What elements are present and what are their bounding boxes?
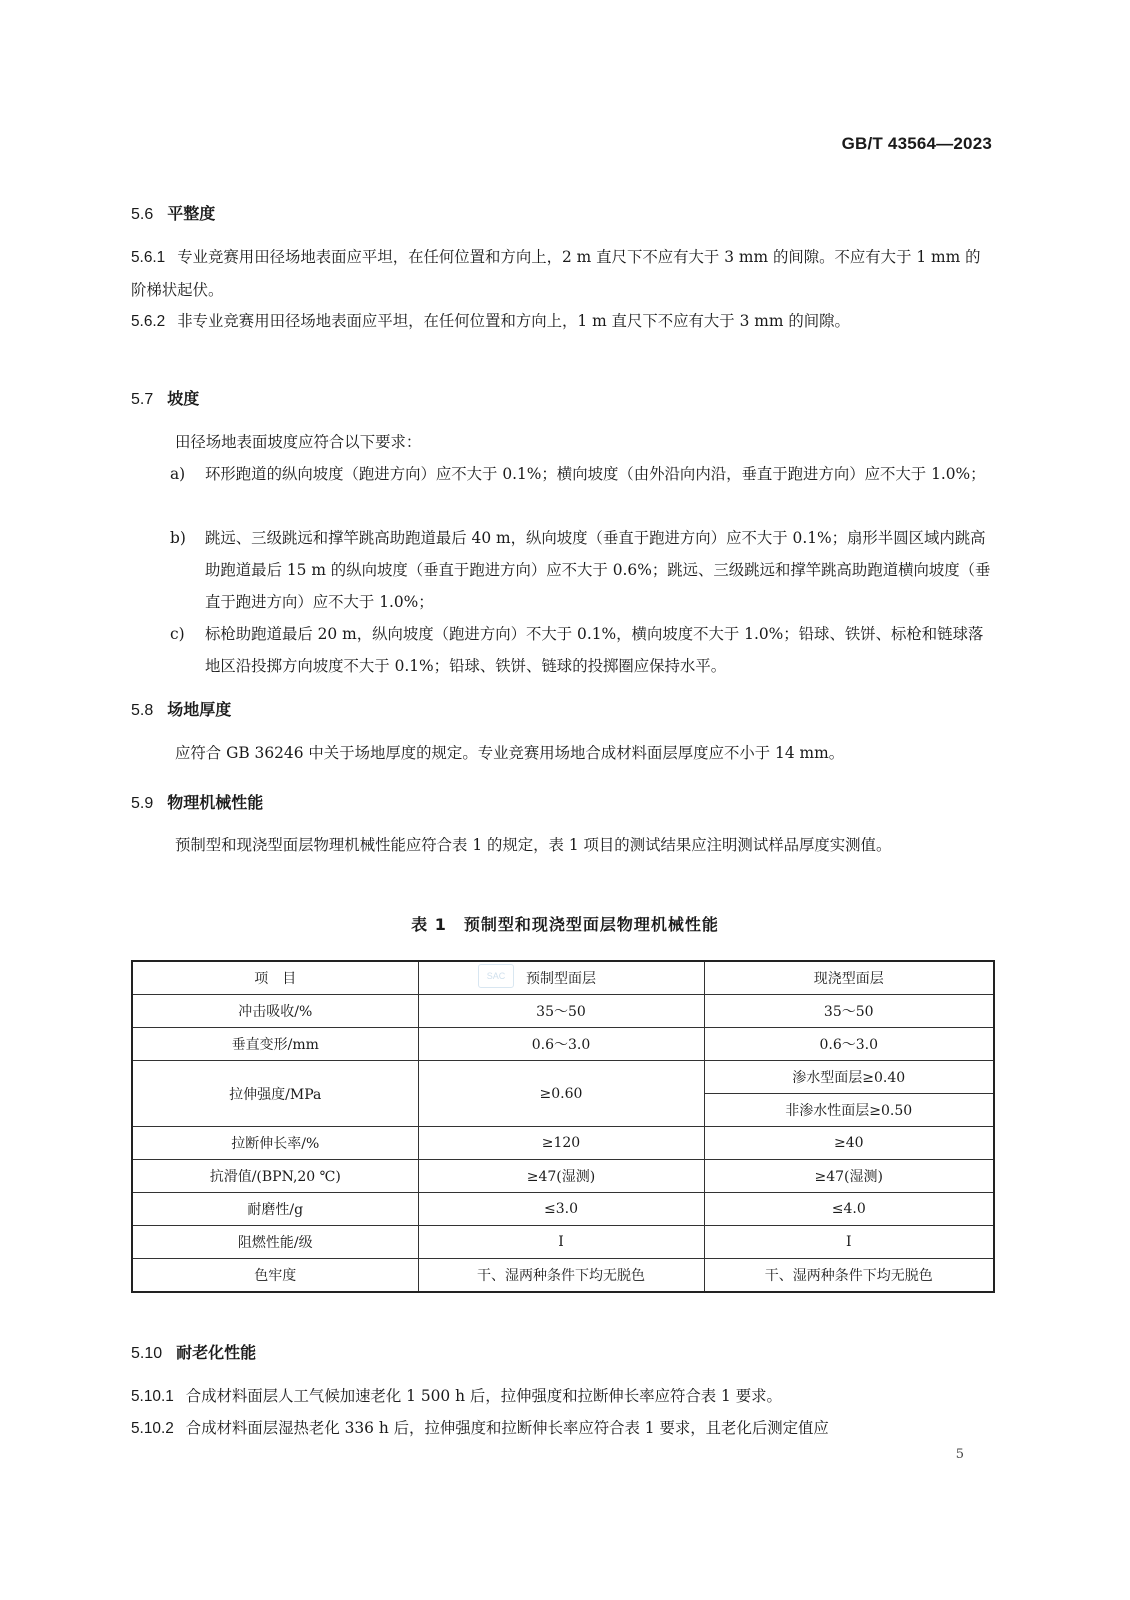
section-heading-5-10 — [131, 1340, 256, 1363]
clause-number: 5.6.2 — [131, 313, 166, 330]
section-title: 坡度 — [167, 389, 200, 408]
clause-5-6-2 — [131, 305, 993, 338]
section-heading-5-7 — [131, 386, 199, 409]
table-row — [132, 1127, 994, 1160]
mechanical-paragraph: 预制型和现浇型面层物理机械性能应符合表 1 的规定，表 1 项目的测试结果应注明测试样品厚度实测值。 — [175, 836, 892, 854]
cell-cast: ≥40 — [704, 1127, 994, 1160]
table-row — [132, 1226, 994, 1259]
list-item-text: 跳远、三级跳远和撑竿跳高助跑道最后 40 m，纵向坡度（垂直于跑进方向）应不大于 0.1%；扇形半圆区域内跳高助跑道最后 15 m 的纵向坡度（垂直于跑进方向）应不大于 0.6%；跳远、三级跳远和撑竿跳高助跑道横向坡度（垂直于跑进方向）应不大于 1.0%； — [205, 529, 991, 611]
header-prefab: 预制型面层 — [418, 961, 704, 995]
section-title: 物理机械性能 — [167, 793, 264, 812]
cell-item: 拉伸强度/MPa — [132, 1061, 418, 1127]
list-item-c — [170, 618, 993, 682]
properties-table — [131, 960, 995, 1293]
section-heading-5-9 — [131, 790, 263, 813]
cell-prefab: 干、湿两种条件下均无脱色 — [418, 1259, 704, 1293]
clause-text: 合成材料面层人工气候加速老化 1 500 h 后，拉伸强度和拉断伸长率应符合表 1 要求。 — [185, 1387, 782, 1405]
slope-intro: 田径场地表面坡度应符合以下要求： — [175, 433, 422, 451]
page-number: 5 — [955, 1447, 964, 1462]
table-row — [132, 1160, 994, 1193]
section-title: 场地厚度 — [167, 700, 232, 719]
table-row — [132, 1028, 994, 1061]
standard-id: GB/T 43564—2023 — [841, 134, 992, 153]
clause-number: 5.10.2 — [131, 1420, 174, 1437]
section-heading-5-8 — [131, 697, 231, 720]
cell-item: 冲击吸收/% — [132, 995, 418, 1028]
header-item: 项 目 — [132, 961, 418, 995]
section-title: 平整度 — [167, 204, 216, 223]
section-title: 耐老化性能 — [176, 1343, 257, 1362]
clause-5-10-1 — [131, 1380, 993, 1413]
list-item-text: 环形跑道的纵向坡度（跑进方向）应不大于 0.1%；横向坡度（由外沿向内沿，垂直于跑进方向）应不大于 1.0%； — [205, 465, 986, 483]
list-item-text: 标枪助跑道最后 20 m，纵向坡度（跑进方向）不大于 0.1%，横向坡度不大于 1.0%；铅球、铁饼、标枪和链球落地区沿投掷方向坡度不大于 0.1%；铅球、铁饼、链球的投掷圈应保持水平。 — [205, 625, 984, 675]
list-item-letter: a) — [170, 465, 186, 483]
sac-watermark: SAC — [478, 964, 514, 988]
cell-prefab: ≤3.0 — [418, 1193, 704, 1226]
table-row — [132, 995, 994, 1028]
cell-cast: 35～50 — [704, 995, 994, 1028]
section-number: 5.8 — [131, 702, 154, 719]
table-caption: 表 1 预制型和现浇型面层物理机械性能 — [411, 915, 719, 934]
cell-prefab: ≥0.60 — [418, 1061, 704, 1127]
cell-cast: 0.6～3.0 — [704, 1028, 994, 1061]
header-cast: 现浇型面层 — [704, 961, 994, 995]
section-number: 5.10 — [131, 1345, 163, 1362]
cell-cast: Ⅰ — [704, 1226, 994, 1259]
cell-cast: ≥47(湿测) — [704, 1160, 994, 1193]
cell-item: 阻燃性能/级 — [132, 1226, 418, 1259]
cell-item: 色牢度 — [132, 1259, 418, 1293]
cell-cast: 干、湿两种条件下均无脱色 — [704, 1259, 994, 1293]
cell-item: 拉断伸长率/% — [132, 1127, 418, 1160]
clause-5-10-2 — [131, 1412, 993, 1445]
section-number: 5.9 — [131, 795, 154, 812]
cell-prefab: 35～50 — [418, 995, 704, 1028]
clause-text: 专业竞赛用田径场地表面应平坦，在任何位置和方向上，2 m 直尺下不应有大于 3 mm 的间隙。不应有大于 1 mm 的阶梯状起伏。 — [131, 248, 981, 299]
table-row — [132, 1061, 994, 1094]
list-item-letter: b) — [170, 529, 186, 547]
cell-prefab: ≥120 — [418, 1127, 704, 1160]
cell-item: 耐磨性/g — [132, 1193, 418, 1226]
clause-5-6-1 — [131, 241, 993, 306]
list-item-letter: c) — [170, 625, 185, 643]
cell-prefab: ≥47(湿测) — [418, 1160, 704, 1193]
thickness-paragraph: 应符合 GB 36246 中关于场地厚度的规定。专业竞赛用场地合成材料面层厚度应不小于 14 mm。 — [175, 744, 845, 762]
table-header-row — [132, 961, 994, 995]
clause-text: 合成材料面层湿热老化 336 h 后，拉伸强度和拉断伸长率应符合表 1 要求，且老化后测定值应 — [185, 1419, 829, 1437]
cell-prefab: Ⅰ — [418, 1226, 704, 1259]
cell-prefab: 0.6～3.0 — [418, 1028, 704, 1061]
cell-cast: ≤4.0 — [704, 1193, 994, 1226]
table-row — [132, 1259, 994, 1293]
section-number: 5.7 — [131, 391, 154, 408]
clause-text: 非专业竞赛用田径场地表面应平坦，在任何位置和方向上，1 m 直尺下不应有大于 3 mm 的间隙。 — [177, 312, 850, 330]
cell-cast: 渗水型面层≥0.40 — [704, 1061, 994, 1094]
table-row — [132, 1193, 994, 1226]
section-number: 5.6 — [131, 206, 154, 223]
cell-cast: 非渗水性面层≥0.50 — [704, 1094, 994, 1127]
cell-item: 抗滑值/(BPN,20 ℃) — [132, 1160, 418, 1193]
cell-item: 垂直变形/mm — [132, 1028, 418, 1061]
list-item-b — [170, 522, 993, 618]
clause-number: 5.10.1 — [131, 1388, 174, 1405]
clause-number: 5.6.1 — [131, 249, 166, 266]
section-heading-5-6 — [131, 201, 215, 224]
list-item-a — [170, 458, 993, 490]
